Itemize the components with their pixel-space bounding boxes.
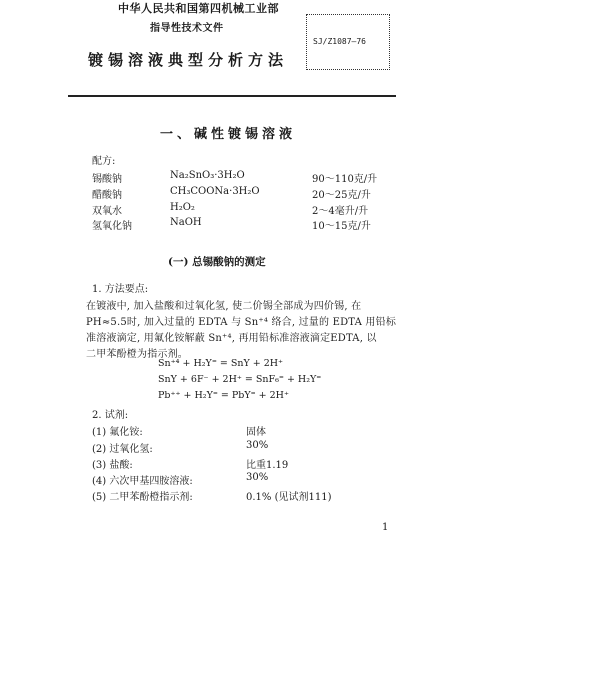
page-number: 1 [382,522,389,533]
ministry-name: 中华人民共和国第四机械工业部 [118,2,279,15]
paragraph-line: 二甲苯酚橙为指示剂。 [86,349,188,360]
reagent-name: (3) 盐酸: [92,460,133,471]
component-amount: 20～25克/升 [312,190,371,201]
reagent-name: (5) 二甲苯酚橙指示剂: [92,492,193,503]
component-amount: 90～110克/升 [312,174,378,185]
document-code-box [306,14,390,70]
reagent-name: (4) 六次甲基四胺溶液: [92,476,193,487]
component-name: 醋酸钠 [92,190,122,201]
paragraph-line: 准溶液滴定, 用氟化铵解蔽 Sn⁺⁴, 再用铅标准溶液滴定EDTA, 以 [86,333,377,344]
reagent-value: 比重1.19 [246,460,289,471]
header-divider [68,95,396,97]
section-title: 一、碱性镀锡溶液 [160,127,297,142]
component-amount: 2～4毫升/升 [312,206,369,217]
reagent-name: (1) 氟化铵: [92,427,143,438]
reagents-heading: 2. 试剂: [92,410,129,421]
formula-label: 配方: [92,156,116,167]
equation: Sn⁺⁴ + H₂Y⁼ = SnY + 2H⁺ [158,358,284,369]
reagent-value: 30% [246,472,269,483]
document-code: SJ/Z1087—76 [313,37,366,46]
component-name: 氢氧化钠 [92,221,132,232]
component-name: 锡酸钠 [92,174,122,185]
reagent-value: 0.1% (见试剂111) [246,492,332,503]
component-name: 双氧水 [92,206,122,217]
document-type: 指导性技术文件 [150,23,224,34]
reagent-name: (2) 过氧化氢: [92,444,153,455]
equation: SnY + 6F⁻ + 2H⁺ = SnF₆⁼ + H₂Y⁼ [158,374,322,385]
method-heading: 1. 方法要点: [92,284,149,295]
document-title: 镀锡溶液典型分析方法 [88,51,289,69]
component-formula: NaOH [170,217,202,228]
reagent-value: 30% [246,440,269,451]
paragraph-line: PH≈5.5时, 加入过量的 EDTA 与 Sn⁺⁴ 络合, 过量的 EDTA 用铅标 [86,317,397,328]
component-formula: Na₂SnO₃·3H₂O [170,170,245,181]
subsection-title: (一) 总锡酸钠的测定 [168,256,266,268]
component-formula: CH₃COONa·3H₂O [170,186,260,197]
paragraph-line: 在镀液中, 加入盐酸和过氧化氢, 使二价锡全部成为四价锡, 在 [86,301,362,312]
component-formula: H₂O₂ [170,202,195,213]
component-amount: 10～15克/升 [312,221,371,232]
reagent-value: 固体 [246,427,266,438]
equation: Pb⁺⁺ + H₂Y⁼ = PbY⁼ + 2H⁺ [158,390,289,401]
